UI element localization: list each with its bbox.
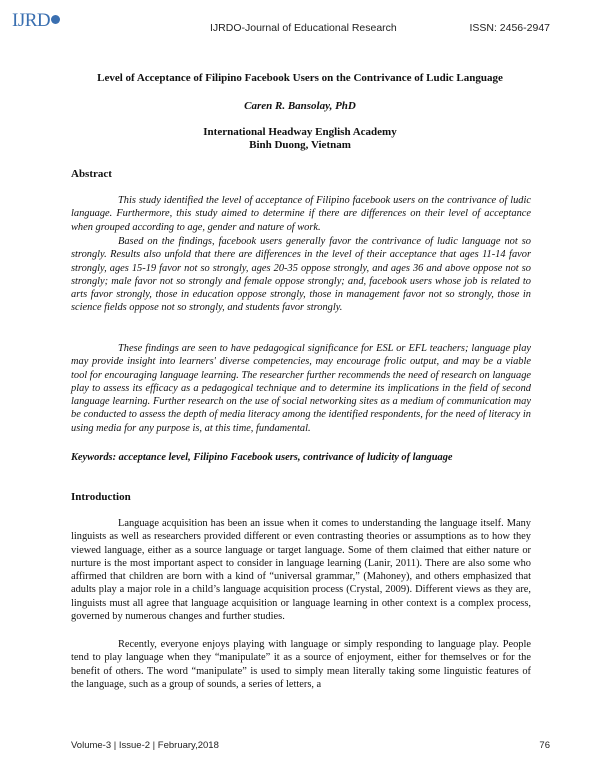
abstract-heading: Abstract: [71, 168, 112, 180]
header-issn: ISSN: 2456-2947: [469, 22, 550, 34]
affiliation-line-2: Binh Duong, Vietnam: [249, 139, 351, 151]
paper-author: Caren R. Bansolay, PhD: [244, 100, 356, 112]
keywords-line: Keywords: acceptance level, Filipino Facebook users, contrivance of ludicity of language: [71, 452, 453, 463]
abstract-paragraph-1: This study identified the level of acceptance of Filipino facebook users on the contrivance of ludic language. Furthermore, this study aimed to determine if there are differences on their level of acceptance when grouped according to age, gender and nature of work.: [71, 195, 531, 233]
abstract-paragraph-2: Based on the findings, facebook users generally favor the contrivance of ludic language not so strongly. Results also unfold that there are differences in the level of their acceptance that ages 11-14 favor strongly, ages 15-19 favor not so strongly, ages 20-35 oppose strongly, and ages 36 and above oppose not so strongly; male favor not so strongly and female oppose strongly; and, facebook users whose job is related to arts favor strongly, those in education oppose strongly, those in management favor not so strongly, those in science fields oppose not so strongly, and students favor strongly.: [71, 236, 531, 314]
logo-text: IJRD: [12, 10, 51, 31]
affiliation-line-1: International Headway English Academy: [203, 126, 397, 138]
introduction-paragraph-1: Language acquisition has been an issue when it comes to understanding the language itself. Many linguists as well as researchers provided different or even contrasting theories or assumptions as to how they viewed language, either as a source language or target language. Some of them claimed that either nature or nurture is the most important aspect to consider in language learning (Lanir, 2011). There are also some who affirmed that children are born with a kind of “universal grammar,” (Mahoney), and others emphasized that adults play a major role in a child’s language acquisition process (Crystal, 2009). Different views as they are, linguists must all agree that language acquisition or language learning in other context is a complex process, governed by numerous changes and further studies.: [71, 518, 531, 623]
logo-dot-icon: [51, 15, 60, 24]
introduction-heading: Introduction: [71, 491, 131, 503]
introduction-paragraph-2: Recently, everyone enjoys playing with language or simply responding to language play. People tend to play language when they “manipulate” it as a source of enjoyment, either for themselves or for the benefit of others. The word “manipulate” is used to simply mean literally taking some linguistic features of the language, such as a group of sounds, a series of letters, a: [71, 639, 531, 690]
header-journal-name: IJRDO-Journal of Educational Research: [210, 22, 397, 34]
footer-page-number: 76: [539, 740, 550, 751]
abstract-paragraph-3: These findings are seen to have pedagogical significance for ESL or EFL teachers; language play may provide insight into learners' diverse competencies, may encourage frolic output, and may be a viable tool for encouraging language learning. The researcher further recommends the need of research on language play to assess its efficacy as a pedagogical technique and to determine its implications in the field of second language learning. Further research on the use of social networking sites as a medium of communication may be conducted to assess the depth of media literacy among the identified respondents, for the need of literacy in using media for any purpose is, at this time, fundamental.: [71, 343, 531, 434]
paper-title: Level of Acceptance of Filipino Facebook Users on the Contrivance of Ludic Language: [97, 72, 503, 84]
footer-issue: Volume-3 | Issue-2 | February,2018: [71, 740, 219, 751]
journal-logo: [12, 10, 60, 32]
